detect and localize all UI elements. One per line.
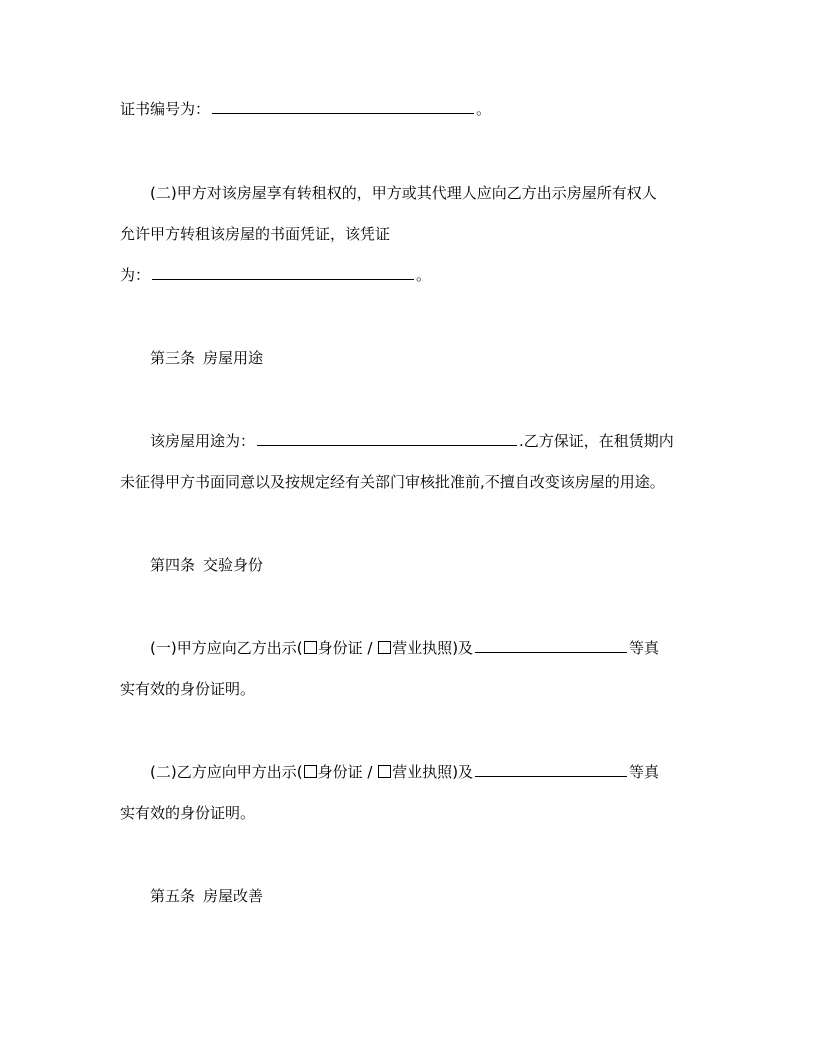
identity-b-suffix: 等真: [629, 763, 660, 781]
article-5-number: 第五条: [150, 887, 196, 905]
identity-party-b-line2: 实有效的身份证明。: [120, 804, 256, 822]
id-card-option: 身份证: [317, 763, 363, 781]
certificate-number-end: 。: [476, 100, 492, 118]
article-5-title: 房屋改善: [203, 887, 264, 905]
business-license-option: 营业执照: [392, 639, 453, 657]
option-separator: /: [362, 763, 378, 781]
usage-label: 该房屋用途为：: [150, 432, 256, 450]
sublet-clause-line1: (二)甲方对该房屋享有转租权的，甲方或其代理人应向乙方出示房屋所有权人: [150, 184, 657, 202]
usage-guarantee: .乙方保证，在租赁期内: [519, 432, 674, 450]
id-card-checkbox[interactable]: [304, 641, 317, 654]
usage-line2: 未征得甲方书面同意以及按规定经有关部门审核批准前,不擅自改变该房屋的用途。: [120, 473, 665, 491]
option-separator: /: [362, 639, 378, 657]
id-card-option: 身份证: [317, 639, 363, 657]
identity-b-blank: [475, 762, 627, 777]
identity-a-prefix: (一)甲方应向乙方出示(: [150, 639, 303, 657]
article-3-number: 第三条: [150, 349, 196, 367]
id-card-checkbox[interactable]: [304, 765, 317, 778]
identity-party-a-line1: [150, 638, 659, 658]
identity-party-a-line2: 实有效的身份证明。: [120, 680, 256, 698]
sublet-clause-line2: 允许甲方转租该房屋的书面凭证，该凭证: [120, 225, 391, 243]
identity-a-suffix: 等真: [629, 639, 660, 657]
article-5-heading: [150, 886, 263, 906]
sublet-voucher-label: 为：: [120, 266, 151, 284]
usage-line1: [150, 431, 674, 451]
identity-b-prefix: (二)乙方应向甲方出示(: [150, 763, 303, 781]
business-license-checkbox[interactable]: [378, 765, 391, 778]
certificate-number-line: [120, 99, 491, 119]
certificate-number-blank: [212, 99, 474, 114]
article-3-title: 房屋用途: [203, 349, 264, 367]
article-4-heading: [150, 555, 263, 575]
identity-a-mid: )及: [452, 639, 474, 657]
identity-b-mid: )及: [452, 763, 474, 781]
identity-a-blank: [475, 638, 627, 653]
sublet-voucher-end: 。: [416, 266, 432, 284]
business-license-option: 营业执照: [392, 763, 453, 781]
sublet-voucher-blank: [152, 265, 414, 280]
sublet-clause-line3: [120, 265, 431, 285]
article-3-heading: [150, 348, 263, 368]
identity-party-b-line1: [150, 762, 659, 782]
certificate-number-label: 证书编号为：: [120, 100, 211, 118]
usage-blank: [257, 431, 517, 446]
business-license-checkbox[interactable]: [378, 641, 391, 654]
article-4-title: 交验身份: [203, 556, 264, 574]
article-4-number: 第四条: [150, 556, 196, 574]
